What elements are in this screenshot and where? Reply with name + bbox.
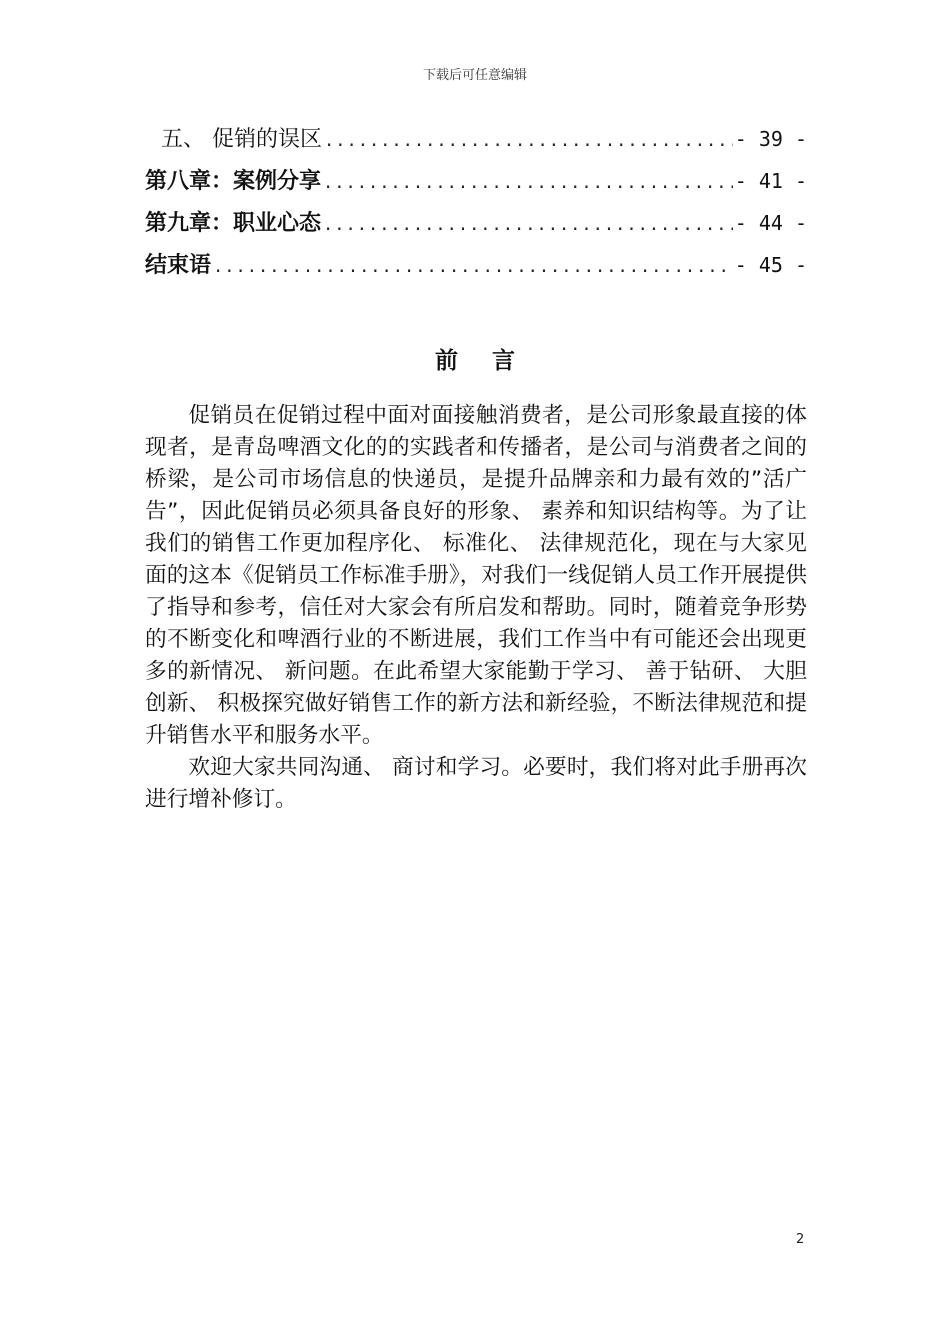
toc-entry-page: - 44 - — [734, 211, 807, 235]
preface-paragraph: 促销员在促销过程中面对面接触消费者，是公司形象最直接的体现者，是青岛啤酒文化的的实践者和传播者，是公司与消费者之间的桥梁，是公司市场信息的快递员，是提升品牌亲和力最有效的”活广告”，因此促销员必须具备良好的形象、 素养和知识结构等。为了让我们的销售工作更加程序化、 标准化、 法律规范化，现在与大家见面的这本《促销员工作标准手册》，对我们一线促销人员工作开展提供了指导和参考，信任对大家会有所启发和帮助。同时，随着竞争形势的不断变化和啤酒行业的不断进展，我们工作当中有可能还会出现更多的新情况、 新问题。在此希望大家能勤于学习、 善于钻研、 大胆创新、 积极探究做好销售工作的新方法和新经验，不断法律规范和提升销售水平和服务水平。 — [145, 403, 807, 748]
page-header: 下载后可任意编辑 — [422, 68, 527, 83]
toc-entry-chapter-8[interactable] — [145, 160, 807, 202]
toc-entry-mistakes[interactable] — [145, 118, 807, 160]
toc-entry-title: 五、 促销的误区 — [161, 127, 322, 152]
toc-leader-dots — [213, 246, 733, 288]
preface-body — [145, 400, 807, 816]
preface-title: 前言 — [435, 348, 549, 374]
toc-entry-conclusion[interactable] — [145, 244, 807, 286]
toc-leader-dots — [323, 204, 733, 246]
table-of-contents — [145, 118, 807, 286]
toc-leader-dots — [324, 120, 733, 162]
toc-entry-page: - 39 - — [734, 127, 807, 151]
toc-entry-title: 结束语 — [145, 253, 212, 278]
toc-entry-chapter-9[interactable] — [145, 202, 807, 244]
toc-entry-page: - 45 - — [734, 253, 807, 277]
page-number: 2 — [796, 1232, 805, 1247]
toc-entry-title: 第八章：案例分享 — [145, 169, 322, 194]
toc-leader-dots — [323, 162, 733, 204]
preface-paragraph: 欢迎大家共同沟通、 商讨和学习。必要时，我们将对此手册再次进行增补修订。 — [145, 755, 807, 812]
toc-entry-title: 第九章：职业心态 — [145, 211, 322, 236]
toc-entry-page: - 41 - — [734, 169, 807, 193]
